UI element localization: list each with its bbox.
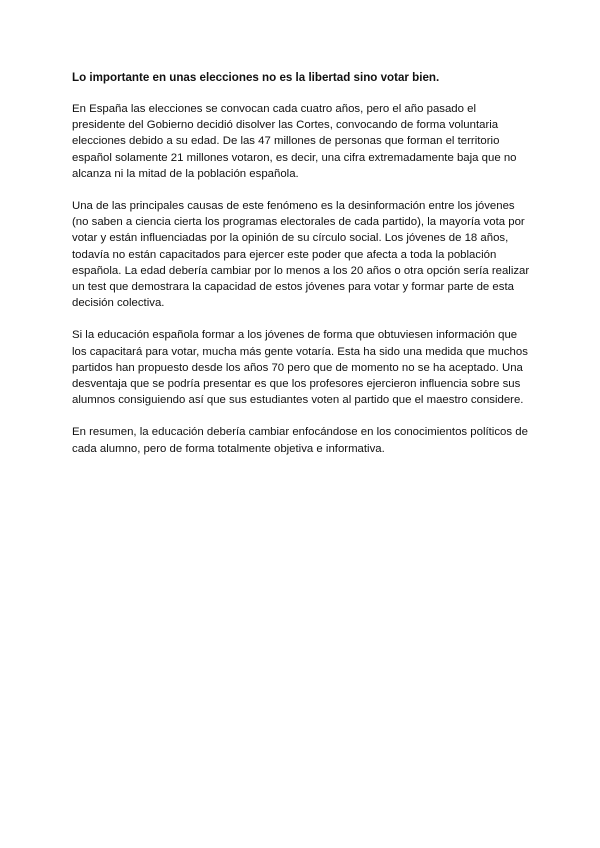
paragraph-conclusion: En resumen, la educación debería cambiar enfocándose en los conocimientos políticos de cada alumno, pero de forma totalmente objetiva e informativa. [72, 426, 528, 455]
paragraph-intro: En España las elecciones se convocan cada cuatro años, pero el año pasado el presidente del Gobierno decidió disolver las Cortes, convocando de forma voluntaria elecciones debido a su edad. De las 47 millones de personas que forman el territorio español solamente 21 millones votaron, es decir, una cifra extremadamente baja que no alcanza ni la mitad de la población española. [72, 103, 517, 180]
document-body [72, 69, 532, 473]
document-title: Lo importante en unas elecciones no es la libertad sino votar bien. [72, 71, 440, 84]
paragraph-education: Si la educación española formar a los jóvenes de forma que obtuviesen información que los capacitará para votar, mucha más gente votaría. Esta ha sido una medida que muchos partidos han propuesto desde los años 70 pero que de momento no se ha aceptado. Una desventaja que se podría presentar es que los profesores ejercieron influencia sobre sus alumnos consiguiendo así que sus estudiantes voten al partido que el maestro considere. [72, 329, 528, 407]
paragraph-causes: Una de las principales causas de este fenómeno es la desinformación entre los jóvenes (no saben a ciencia cierta los programas electorales de cada partido), la mayoría vota por votar y están influenciadas por la opinión de su círculo social. Los jóvenes de 18 años, todavía no están capacitados para ejercer este poder que afecta a toda la población española. La edad debería cambiar por lo menos a los 20 años o otra opción sería realizar un test que demostrara la capacidad de estos jóvenes para votar y formar parte de esta decisión colectiva. [72, 200, 530, 310]
